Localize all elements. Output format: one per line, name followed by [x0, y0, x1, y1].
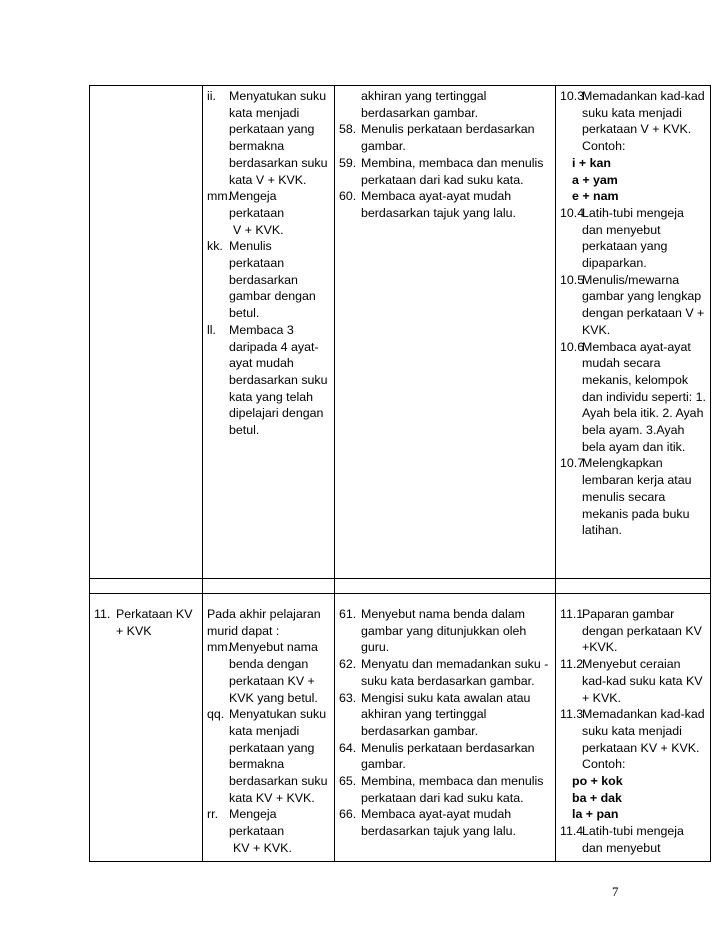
topic-item [94, 606, 198, 639]
item-text: Menulis perkataan berdasarkan gambar. [361, 122, 535, 154]
objectives-cell [203, 594, 335, 862]
gap-cell [203, 579, 335, 594]
item-text: Menulis perkataan berdasarkan gambar. [361, 740, 535, 772]
item-marker: ll. [207, 322, 216, 337]
item-text: Membaca ayat-ayat mudah berdasarkan tajuk yang lalu. [361, 189, 516, 220]
example-word: e + nam [572, 189, 619, 204]
item-text: Membina, membaca dan menulis perkataan dari kad suku kata. [361, 774, 544, 805]
item-marker: rr. [207, 807, 219, 822]
table-row [90, 594, 711, 862]
list-item [560, 339, 706, 456]
item-text: Membaca ayat-ayat mudah secara mekanis, kelompok dan individu seperti: 1. Ayah bela itik. 2. Ayah bela ayam. 3.Ayah bela ayam dan itik. [582, 339, 706, 454]
item-marker: mm. [207, 640, 232, 655]
list-item [339, 740, 551, 773]
list-item [207, 188, 330, 221]
item-text: Menyebut ceraian kad-kad suku kata KV + KVK. [582, 657, 703, 705]
item-text: Mengisi suku kata awalan atau akhiran yang tertinggal berdasarkan gambar. [361, 690, 531, 738]
item-marker: 11.3 [560, 707, 584, 722]
item-text: Menulis/mewarna gambar yang lengkap dengan perkataan V + KVK. [582, 272, 705, 337]
item-marker: ii. [207, 89, 216, 103]
item-text: Memadankan kad-kad suku kata menjadi perkataan V + KVK. Contoh: [582, 89, 705, 154]
list-item [560, 455, 706, 539]
item-text: Latih-tubi mengeja dan menyebut [582, 824, 684, 855]
item-continuation: KV + KVK. [233, 840, 292, 855]
teaching-steps-cell [556, 86, 711, 579]
list-item [560, 272, 706, 339]
list-item [339, 121, 551, 154]
list-item [207, 806, 330, 839]
item-continuation: V + KVK. [233, 222, 284, 237]
list-item [339, 606, 551, 656]
list-item [339, 155, 551, 188]
teaching-steps-cell [556, 594, 711, 862]
item-continuation: akhiran yang tertinggal berdasarkan gambar. [361, 89, 487, 120]
gap-cell [90, 579, 203, 594]
item-text: Menyatukan suku kata menjadi perkataan yang bermakna berdasarkan suku kata V + KVK. [229, 89, 328, 187]
list-item [207, 238, 330, 322]
item-marker: 11.2 [560, 657, 584, 672]
item-text: Memadankan kad-kad suku kata menjadi perkataan KV + KVK. Contoh: [582, 707, 705, 772]
item-marker: 64. [339, 740, 357, 755]
item-text: Mengeja perkataan [229, 189, 285, 220]
item-text: Menyebut nama benda dengan perkataan KV + KVK yang betul. [229, 640, 318, 705]
list-item [207, 322, 330, 439]
list-item [560, 88, 706, 155]
intro-text: Pada akhir pelajaran murid dapat : [207, 607, 321, 638]
item-text: Menulis perkataan berdasarkan gambar dengan betul. [229, 239, 316, 321]
example-word: la + pan [572, 807, 619, 822]
item-text: Menyatu dan memadankan suku - suku kata berdasarkan gambar. [361, 657, 549, 688]
item-marker: 10.5 [560, 272, 585, 287]
activities-cell [335, 594, 556, 862]
item-text: Membaca 3 daripada 4 ayat-ayat mudah berdasarkan suku kata yang telah dipelajari dengan betul. [229, 322, 328, 438]
item-text: Latih-tubi mengeja dan menyebut perkataan yang dipaparkan. [582, 205, 684, 271]
list-item [207, 639, 330, 706]
list-item [339, 806, 551, 839]
item-marker: 59. [339, 155, 357, 170]
item-text: Menyebut nama benda dalam gambar yang ditunjukkan oleh guru. [361, 607, 527, 655]
example-word: ba + dak [572, 790, 622, 805]
item-text: Menyatukan suku kata menjadi perkataan yang bermakna berdasarkan suku kata KV + KVK. [229, 707, 328, 805]
item-text: Membina, membaca dan menulis perkataan dari kad suku kata. [361, 155, 544, 187]
item-marker: 11.4 [560, 824, 584, 839]
item-marker: mm. [207, 189, 232, 204]
item-marker: 10.7 [560, 456, 585, 471]
item-marker: 11.1 [560, 607, 584, 621]
item-marker: 10.4 [560, 205, 585, 220]
item-marker: qq. [207, 707, 225, 722]
item-text: Melengkapkan lembaran kerja atau menulis secara mekanis pada buku latihan. [582, 456, 692, 538]
list-item [339, 656, 551, 689]
topic-cell [90, 594, 203, 862]
example-word: a + yam [572, 172, 618, 187]
list-item [339, 188, 551, 221]
list-item [560, 823, 706, 856]
page-number: 7 [612, 884, 619, 899]
list-item [207, 88, 330, 188]
item-text: Mengeja perkataan [229, 807, 285, 839]
table-row-gap [90, 579, 711, 594]
list-item [560, 706, 706, 773]
example-word: po + kok [572, 774, 623, 789]
item-marker: 62. [339, 657, 357, 672]
list-item [560, 205, 706, 272]
gap-cell [556, 579, 711, 594]
topic-number: 11. [94, 607, 111, 621]
example-word: i + kan [572, 155, 611, 170]
list-item [207, 706, 330, 806]
list-item [339, 773, 551, 806]
table-row [90, 86, 711, 579]
gap-cell [335, 579, 556, 594]
activities-cell [335, 86, 556, 579]
item-marker: 65. [339, 774, 357, 789]
item-marker: 61. [339, 607, 357, 621]
list-item [339, 690, 551, 740]
lesson-plan-table [89, 85, 711, 862]
item-text: Paparan gambar dengan perkataan KV +KVK. [582, 607, 702, 655]
objectives-cell [203, 86, 335, 579]
item-marker: 58. [339, 122, 357, 137]
item-marker: 60. [339, 189, 357, 204]
topic-cell [90, 86, 203, 579]
list-item [560, 606, 706, 656]
item-marker: 10.3 [560, 89, 585, 103]
item-marker: 66. [339, 807, 357, 822]
item-text: Membaca ayat-ayat mudah berdasarkan tajuk yang lalu. [361, 807, 516, 839]
topic-title: Perkataan KV + KVK [116, 607, 193, 638]
item-marker: 10.6 [560, 339, 585, 354]
item-marker: kk. [207, 239, 223, 254]
item-marker: 63. [339, 690, 357, 705]
list-item [560, 656, 706, 706]
